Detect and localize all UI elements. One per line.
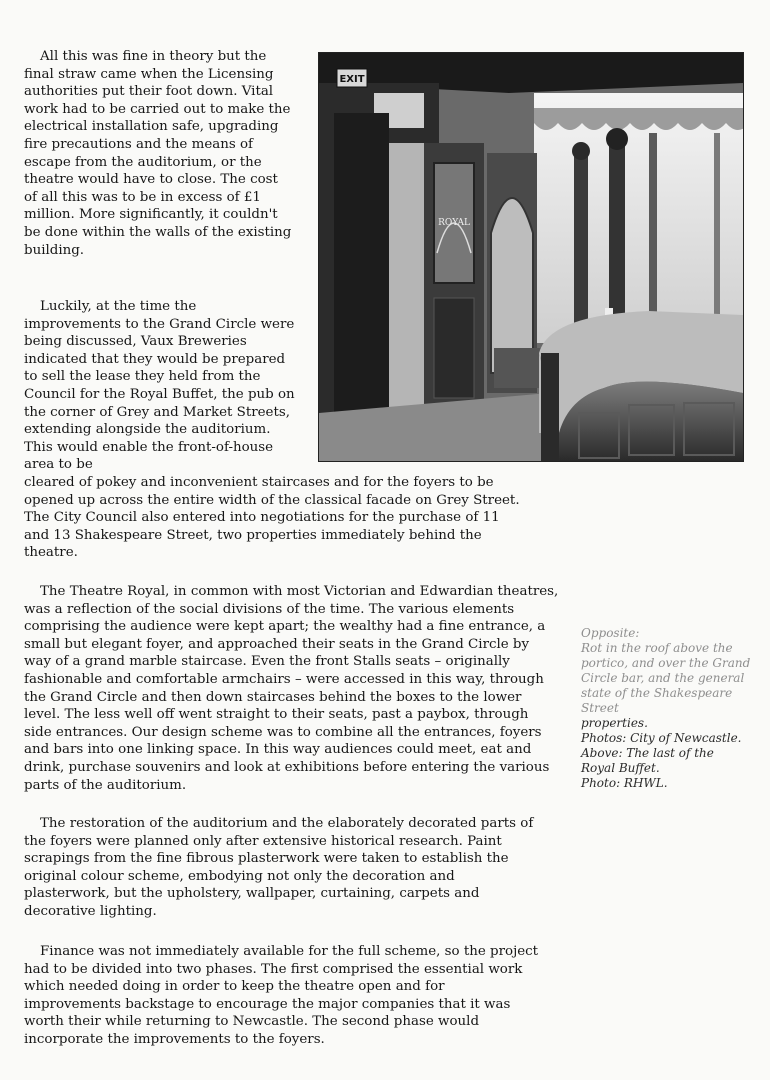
door-glass-text: ROYAL [438, 218, 470, 228]
paragraph-finance: Finance was not immediately available for the full scheme, so the project had to be divided into two phases. The first comprised the essential work which needed doing in order to keep the theatre open and for improvements backstage to encourage the major companies that it was worth their while returning to Newcastle. The second phase would incorporate the improvements to the foyers. [24, 944, 539, 1047]
paragraph-vaux-narrow: Luckily, at the time the improvements to the Grand Circle were being discussed, Vaux Breweries indicated that they would be prepared to sell the lease they held from the Council for the Royal Buffet, the pub on the corner of Grey and Market Streets, extending alongside the auditorium. This would enable the front-of-house area to be [24, 299, 295, 473]
paragraph-vaux-wide: cleared of pokey and inconvenient staircases and for the foyers to be opened up across the entire width of the classical facade on Grey Street. The City Council also entered into negotiations for the purchase of 11 and 13 Shakespeare Street, two properties immediately behind the theatre. [24, 474, 520, 561]
paragraph-licensing: All this was fine in theory but the final straw came when the Licensing authorities put their foot down. Vital work had to be carried out to make the electrical installation safe, upgrading fire precautions and the means of escape from the auditorium, or the theatre would have to close. The cost of all this was to be in excess of £1 million. More significantly, it couldn't be done within the walls of the existing building. [24, 49, 292, 258]
caption-photo-credit: Photo: RHWL. [581, 776, 668, 790]
caption-opposite: Opposite: [581, 626, 640, 640]
paragraph-restoration: The restoration of the auditorium and the elaborately decorated parts of the foyers were planned only after extensive historical research. Paint scrapings from the fine fibrous plasterwork were taken to establish the original colour scheme, embodying not only the decoration and plasterwork, but the upholstery, wallpaper, curtaining, carpets and decorative lighting. [24, 816, 534, 919]
caption-properties: properties. [581, 716, 648, 730]
paragraph-social-divisions: The Theatre Royal, in common with most Victorian and Edwardian theatres, was a reflection of the social divisions of the time. The various elements comprising the audience were kept apart; the wealthy had a fine entrance, a small but elegant foyer, and approached their seats in the Grand Circle by way of a grand marble staircase. Even the front Stalls seats – originally fashionable and comfortable armchairs – were accessed in this way, through the Grand Circle and then down staircases behind the boxes to the lower level. The less well off went straight to their seats, past a paybox, through side entrances. Our design scheme was to combine all the entrances, foyers and bars into one linking space. In this way audiences could meet, eat and drink, purchase souvenirs and look at exhibitions before entering the various parts of the auditorium. [24, 584, 559, 793]
photo-caption [581, 626, 751, 791]
caption-above: Above: The last of the Royal Buffet. [581, 746, 714, 775]
caption-photos-credit: Photos: City of Newcastle. [581, 731, 742, 745]
exit-sign-text: EXIT [339, 74, 365, 85]
caption-rot-description: Rot in the roof above the portico, and over the Grand Circle bar, and the general state of the Shakespeare Street [581, 641, 751, 715]
royal-buffet-photo [318, 52, 744, 462]
